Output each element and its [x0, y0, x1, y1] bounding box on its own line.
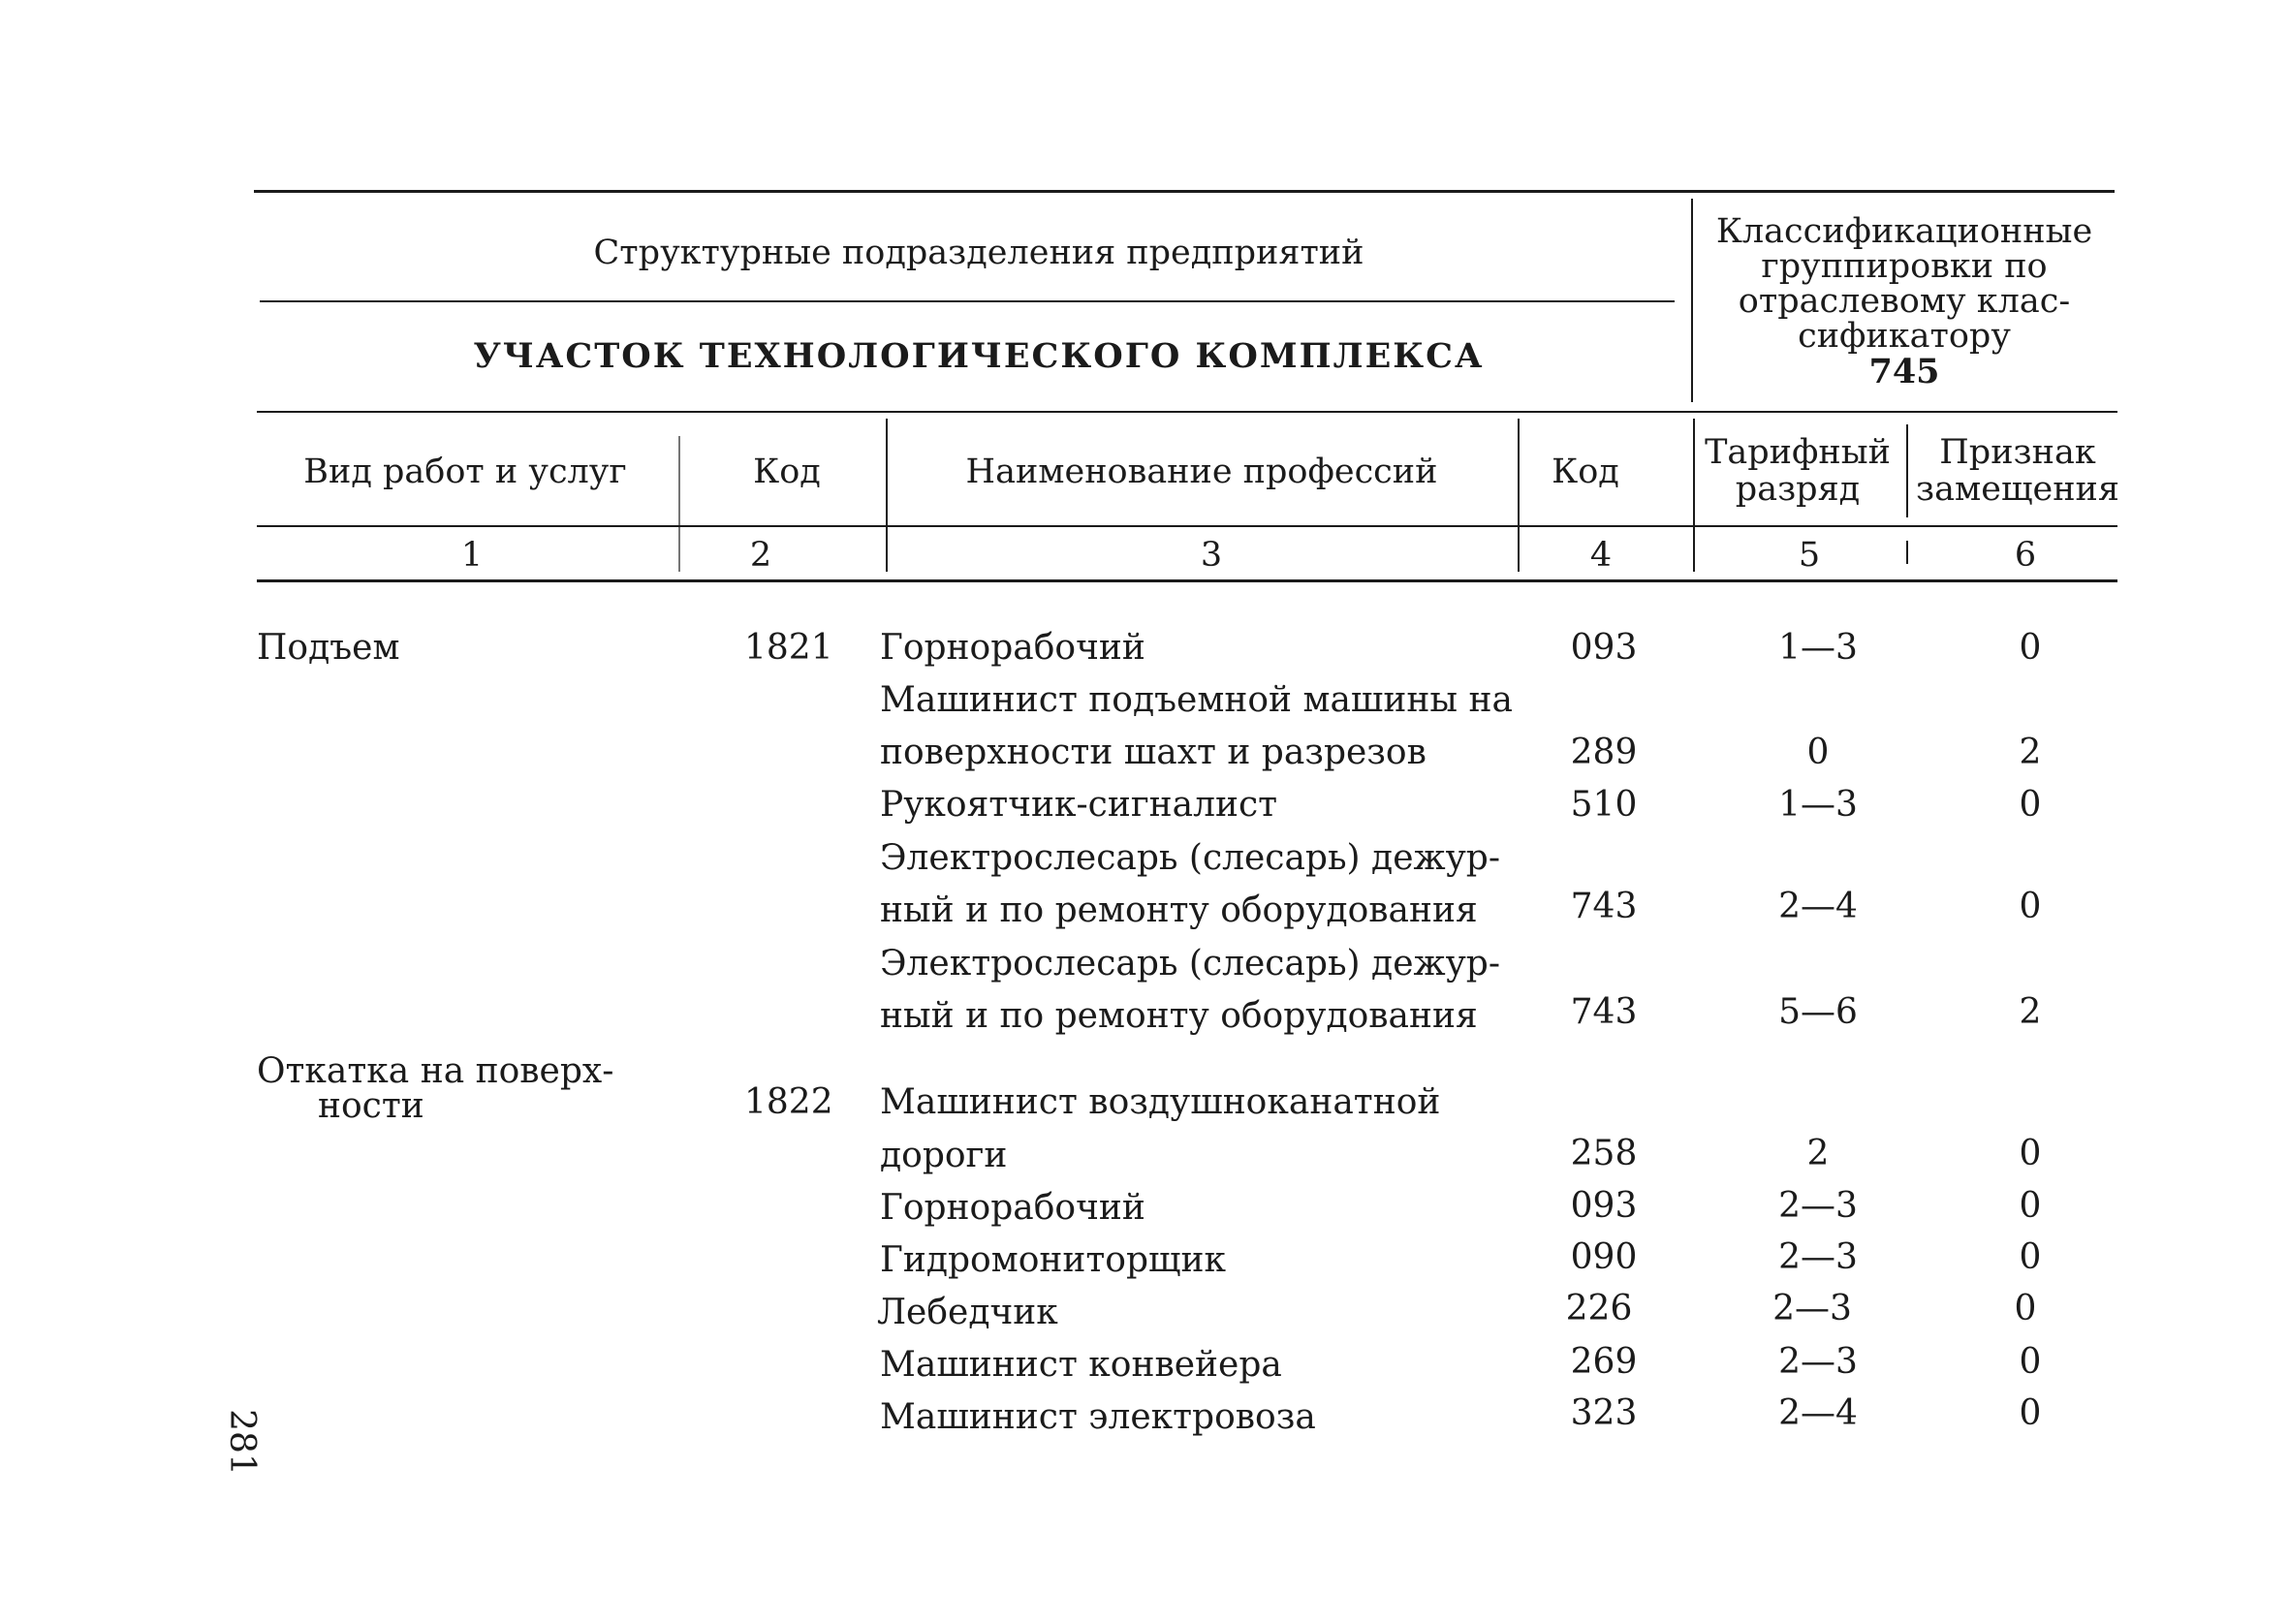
colnames-bottom-rule — [257, 525, 2117, 527]
classif-line-1: Классификационные — [1715, 212, 2093, 251]
work-type-haulage-line2: ности — [318, 1086, 424, 1126]
profession-row-2: Машинист подъемной машины на — [880, 680, 1513, 720]
vline-c1-c2 — [678, 436, 680, 572]
col-number-5: 5 — [1798, 536, 1821, 575]
profession-row-8: ный и по ремонту оборудования — [880, 996, 1478, 1036]
col-number-1: 1 — [460, 536, 484, 575]
sign-row-13: 0 — [2014, 1289, 2037, 1328]
col-header-sign-line1: Признак — [1939, 433, 2096, 472]
profession-row-12: Гидромониторщик — [880, 1240, 1226, 1280]
work-type-haulage-line1: Откатка на поверх- — [257, 1051, 614, 1091]
profession-row-10: дороги — [880, 1136, 1008, 1175]
profession-row-1: Горнорабочий — [880, 628, 1145, 668]
col-number-4: 4 — [1589, 536, 1613, 575]
grade-row-13: 2—3 — [1772, 1289, 1852, 1328]
sign-row-6: 0 — [2019, 887, 2042, 926]
col-header-profession-code: Код — [1552, 453, 1619, 491]
vline-c5-c6-nums — [1906, 541, 1908, 564]
sign-row-4: 0 — [2019, 785, 2042, 825]
classif-code: 745 — [1868, 352, 1940, 391]
code-row-13: 226 — [1565, 1289, 1633, 1328]
grade-row-14: 2—3 — [1778, 1342, 1858, 1382]
vline-classif — [1691, 199, 1693, 402]
grade-row-11: 2—3 — [1778, 1186, 1858, 1226]
code-row-8: 743 — [1570, 992, 1638, 1032]
struct-under-rule — [260, 300, 1675, 302]
colnums-bottom-rule — [257, 579, 2117, 582]
classif-line-3: отраслевому клас- — [1738, 282, 2071, 321]
profession-row-14: Машинист конвейера — [880, 1345, 1282, 1385]
sign-row-1: 0 — [2019, 628, 2042, 668]
page-number: 281 — [221, 1409, 262, 1476]
grade-row-15: 2—4 — [1778, 1393, 1858, 1433]
classif-line-2: группировки по — [1761, 247, 2048, 286]
profession-row-3: поверхности шахт и разрезов — [880, 733, 1427, 772]
grade-row-6: 2—4 — [1778, 887, 1858, 926]
vline-c5-c6 — [1906, 424, 1908, 517]
code-row-3: 289 — [1570, 733, 1638, 772]
vline-c2-c3 — [886, 419, 888, 572]
grade-row-3: 0 — [1806, 733, 1830, 772]
work-type-lift: Подъем — [257, 628, 400, 668]
top-rule — [254, 190, 2115, 193]
sign-row-8: 2 — [2019, 992, 2042, 1032]
col-number-2: 2 — [749, 536, 772, 575]
col-header-grade-line2: разряд — [1735, 470, 1861, 509]
col-header-work: Вид работ и услуг — [303, 453, 627, 491]
work-code-1821: 1821 — [744, 628, 833, 668]
sign-row-14: 0 — [2019, 1342, 2042, 1382]
sign-row-3: 2 — [2019, 733, 2042, 772]
profession-row-4: Рукоятчик-сигналист — [880, 785, 1278, 825]
section-title: УЧАСТОК ТЕХНОЛОГИЧЕСКОГО КОМПЛЕКСА — [473, 336, 1485, 376]
col-header-grade-line1: Тарифный — [1705, 433, 1891, 472]
grade-row-1: 1—3 — [1778, 628, 1858, 668]
sign-row-15: 0 — [2019, 1393, 2042, 1433]
profession-row-9: Машинист воздушноканатной — [880, 1082, 1441, 1122]
profession-row-6: ный и по ремонту оборудования — [880, 890, 1478, 930]
classif-line-4: сификатору — [1798, 317, 2011, 356]
grade-row-10: 2 — [1806, 1134, 1830, 1173]
code-row-10: 258 — [1570, 1134, 1638, 1173]
sign-row-12: 0 — [2019, 1237, 2042, 1277]
col-number-6: 6 — [2014, 536, 2037, 575]
col-header-sign-line2: замещения — [1916, 470, 2119, 509]
col-number-3: 3 — [1200, 536, 1223, 575]
profession-row-15: Машинист электровоза — [880, 1397, 1316, 1437]
grade-row-8: 5—6 — [1778, 992, 1858, 1032]
col-header-profession: Наименование профессий — [965, 453, 1438, 491]
profession-row-11: Горнорабочий — [880, 1188, 1145, 1228]
header-bottom-rule — [257, 411, 2117, 413]
code-row-1: 093 — [1570, 628, 1638, 668]
profession-row-7: Электрослесарь (слесарь) дежур- — [880, 944, 1501, 984]
profession-row-13: Лебедчик — [877, 1293, 1058, 1332]
work-code-1822: 1822 — [744, 1082, 833, 1122]
vline-c3-c4 — [1518, 419, 1520, 572]
code-row-14: 269 — [1570, 1342, 1638, 1382]
sign-row-11: 0 — [2019, 1186, 2042, 1226]
grade-row-4: 1—3 — [1778, 785, 1858, 825]
code-row-4: 510 — [1570, 785, 1638, 825]
vline-c4-c5 — [1693, 419, 1695, 572]
code-row-15: 323 — [1570, 1393, 1638, 1433]
code-row-6: 743 — [1570, 887, 1638, 926]
grade-row-12: 2—3 — [1778, 1237, 1858, 1277]
code-row-11: 093 — [1570, 1186, 1638, 1226]
profession-row-5: Электрослесарь (слесарь) дежур- — [880, 838, 1501, 878]
sign-row-10: 0 — [2019, 1134, 2042, 1173]
code-row-12: 090 — [1570, 1237, 1638, 1277]
col-header-work-code: Код — [753, 453, 821, 491]
structural-units-label: Структурные подразделения предприятий — [593, 234, 1364, 272]
